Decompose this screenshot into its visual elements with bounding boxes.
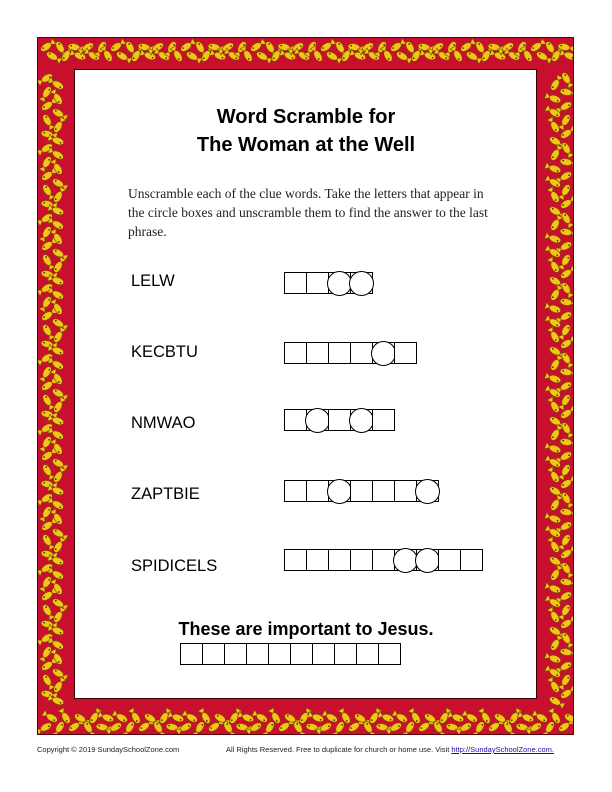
fish-icon (51, 387, 68, 401)
clue-word-2: KECBTU (131, 343, 198, 361)
clue1-box-3-circle[interactable] (328, 272, 351, 294)
fish-icon (51, 597, 68, 611)
fish-icon (41, 463, 55, 480)
fish-icon (559, 228, 574, 238)
fish-icon (547, 397, 561, 414)
fish-icon (544, 302, 561, 314)
fish-icon (517, 711, 534, 723)
fish-icon (544, 232, 561, 244)
clue5-box-6-circle[interactable] (394, 549, 417, 571)
fish-icon (52, 187, 66, 204)
fish-icon (97, 711, 114, 723)
fish-icon (167, 711, 184, 723)
fish-icon (559, 298, 574, 308)
fish-icon (51, 457, 68, 471)
fish-icon (52, 467, 66, 484)
fish-icon (560, 351, 574, 368)
clue5-box-9[interactable] (460, 549, 483, 571)
clue3-box-4-circle[interactable] (350, 409, 373, 431)
clue5-box-2[interactable] (306, 549, 329, 571)
fish-icon (41, 603, 55, 620)
fish-icon (307, 711, 324, 723)
final-box-7[interactable] (312, 643, 335, 665)
clue1-box-4-circle[interactable] (350, 272, 373, 294)
clue4-box-4[interactable] (350, 480, 373, 502)
final-box-2[interactable] (202, 643, 225, 665)
fish-icon (41, 183, 55, 200)
final-box-3[interactable] (224, 643, 247, 665)
clue4-box-2[interactable] (306, 480, 329, 502)
fish-icon (41, 393, 55, 410)
fish-icon (559, 438, 574, 448)
clue3-box-2-circle[interactable] (306, 409, 329, 431)
fish-icon (52, 397, 66, 414)
fish-icon (51, 317, 68, 331)
instructions-text: Unscramble each of the clue words. Take the letters that appear in the circle boxes and unscramble them to find the answer to the last phrase. (128, 186, 488, 239)
fish-icon (547, 467, 561, 484)
clue3-box-3[interactable] (328, 409, 351, 431)
fish-icon (544, 652, 561, 664)
clue3-box-1[interactable] (284, 409, 307, 431)
clue2-box-6[interactable] (394, 342, 417, 364)
fish-icon (182, 710, 199, 724)
fish-icon (39, 85, 53, 102)
fish-icon (39, 575, 53, 592)
clue-answer-boxes-2[interactable] (284, 342, 417, 364)
fish-icon (544, 512, 561, 524)
fish-icon (544, 582, 561, 594)
final-box-4[interactable] (246, 643, 269, 665)
clue4-box-7-circle[interactable] (416, 480, 439, 502)
fish-icon (547, 677, 561, 694)
page-title-line1: Word Scramble for (216, 106, 396, 128)
page-title-line2: The Woman at the Well (196, 134, 416, 156)
clue2-box-4[interactable] (350, 342, 373, 364)
fish-icon (52, 327, 66, 344)
fish-icon (52, 537, 66, 554)
fish-icon (559, 578, 574, 588)
clue1-box-2[interactable] (306, 272, 329, 294)
fish-icon (252, 710, 269, 724)
fish-icon (237, 711, 254, 723)
fish-icon (39, 295, 53, 312)
clue4-box-3-circle[interactable] (328, 480, 351, 502)
fish-icon (41, 323, 55, 340)
fish-icon (559, 508, 574, 518)
fish-icon (39, 645, 53, 662)
fish-icon (39, 38, 56, 53)
final-box-6[interactable] (290, 643, 313, 665)
fish-icon (560, 281, 574, 298)
fish-icon (560, 421, 574, 438)
fish-icon (559, 648, 574, 658)
clue-answer-boxes-1[interactable] (284, 272, 373, 294)
clue3-box-5[interactable] (372, 409, 395, 431)
fish-icon (544, 162, 561, 174)
clue4-box-6[interactable] (394, 480, 417, 502)
clue5-box-4[interactable] (350, 549, 373, 571)
footer-copyright: Copyright © 2019 SundaySchoolZone.com (37, 745, 180, 754)
fish-icon (389, 38, 406, 53)
fish-icon (39, 505, 53, 522)
footer-link[interactable]: http://SundaySchoolZone.com. (451, 745, 554, 754)
clue5-box-7-circle[interactable] (416, 549, 439, 571)
fish-icon (179, 38, 196, 53)
fish-icon (39, 435, 53, 452)
fish-icon (547, 257, 561, 274)
fish-icon (459, 38, 476, 53)
fish-icon (547, 327, 561, 344)
clue5-box-3[interactable] (328, 549, 351, 571)
fish-icon (547, 537, 561, 554)
clue4-box-1[interactable] (284, 480, 307, 502)
final-box-10[interactable] (378, 643, 401, 665)
fish-icon (51, 667, 68, 681)
fish-icon (41, 253, 55, 270)
fish-icon (529, 38, 546, 53)
clue5-box-1[interactable] (284, 549, 307, 571)
fish-icon (560, 491, 574, 508)
fish-icon (41, 533, 55, 550)
fish-icon (547, 187, 561, 204)
clue-answer-boxes-5[interactable] (284, 549, 483, 571)
final-box-5[interactable] (268, 643, 291, 665)
clue1-box-1[interactable] (284, 272, 307, 294)
fish-icon (51, 177, 68, 191)
fish-icon (559, 368, 574, 378)
clue5-box-5[interactable] (372, 549, 395, 571)
footer-rights-text: All Rights Reserved. Free to duplicate for church or home use. Visit (226, 745, 452, 754)
fish-icon (39, 155, 53, 172)
clue2-box-1[interactable] (284, 342, 307, 364)
fish-icon (559, 88, 574, 98)
fish-icon (39, 365, 53, 382)
fish-icon (319, 38, 336, 53)
fish-icon (109, 38, 126, 53)
fish-icon (544, 442, 561, 454)
fish-icon (447, 711, 464, 723)
clue5-box-8[interactable] (438, 549, 461, 571)
worksheet-panel (74, 69, 537, 699)
clue-answer-boxes-3[interactable] (284, 409, 395, 431)
fish-icon (52, 677, 66, 694)
fish-icon (52, 257, 66, 274)
fish-icon (560, 211, 574, 228)
fish-icon (322, 710, 339, 724)
final-answer-boxes[interactable] (180, 643, 401, 665)
fish-icon (377, 711, 394, 723)
fish-icon (51, 527, 68, 541)
clue-word-4: ZAPTBIE (131, 485, 200, 503)
fish-icon (51, 247, 68, 261)
fish-icon (42, 710, 59, 724)
clue2-box-2[interactable] (306, 342, 329, 364)
footer-rights (226, 745, 554, 754)
fish-icon (544, 92, 561, 104)
fish-icon (112, 710, 129, 724)
final-box-9[interactable] (356, 643, 379, 665)
clue-word-5: SPIDICELS (131, 557, 218, 575)
final-phrase: These are important to Jesus. (178, 619, 434, 639)
clue-word-1: LELW (131, 272, 175, 290)
fish-icon (39, 225, 53, 242)
fish-icon (392, 710, 409, 724)
final-box-8[interactable] (334, 643, 357, 665)
fish-icon (560, 71, 574, 88)
clue2-box-5-circle[interactable] (372, 342, 395, 364)
fish-icon (559, 158, 574, 168)
fish-icon (249, 38, 266, 53)
fish-icon (532, 710, 549, 724)
fish-icon (544, 372, 561, 384)
fish-icon (38, 721, 53, 735)
clue4-box-5[interactable] (372, 480, 395, 502)
fish-icon (462, 710, 479, 724)
final-box-1[interactable] (180, 643, 203, 665)
clue-word-3: NMWAO (131, 414, 196, 432)
clue2-box-3[interactable] (328, 342, 351, 364)
fish-icon (560, 561, 574, 578)
fish-icon (41, 673, 55, 690)
clue-answer-boxes-4[interactable] (284, 480, 439, 502)
